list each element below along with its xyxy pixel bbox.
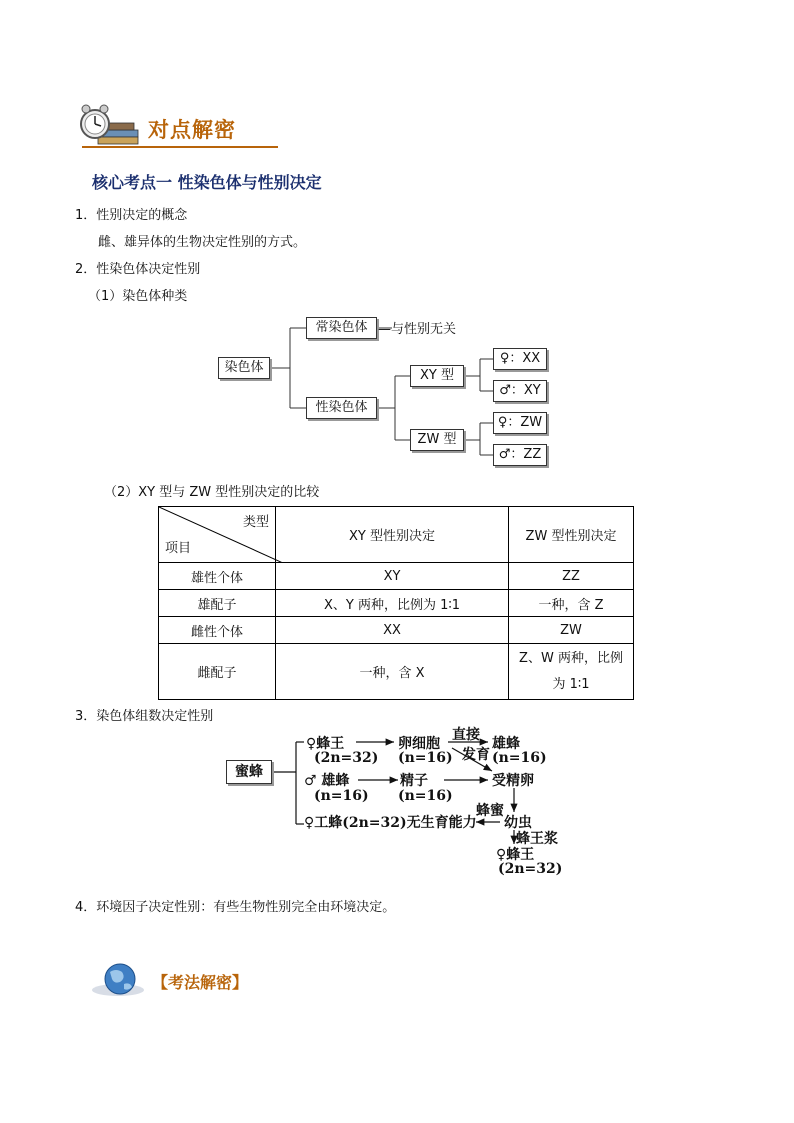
sec1-body: 雌、雄异体的生物决定性别的方式。	[98, 235, 307, 250]
table-corner-bottom: 项目	[165, 541, 192, 556]
table-corner-cell	[159, 507, 276, 563]
table-cell: 雌性个体	[159, 617, 276, 644]
chromo-xy-female: ♀：XX	[493, 348, 547, 370]
core-title: 核心考点一 性染色体与性别决定	[92, 173, 322, 192]
clock-books-icon	[78, 100, 142, 150]
table-header-zw: ZW 型性别决定	[509, 507, 634, 563]
bee-egg: 卵细胞	[398, 736, 440, 752]
header-banner	[78, 100, 278, 152]
bee-queen: ♀蜂王	[306, 736, 345, 752]
chromo-xy-male: ♂：XY	[493, 380, 547, 402]
bee-drone-out-n: (n=16)	[492, 750, 547, 766]
bee-jelly: 蜂王浆	[516, 831, 558, 847]
chromo-zw-female: ♀：ZW	[493, 412, 547, 434]
chromosome-diagram	[210, 310, 570, 470]
table-row	[159, 590, 634, 617]
table-cell: 一种，含 X	[276, 644, 509, 700]
bee-worker: ♀工蜂(2n=32)无生育能力	[304, 815, 477, 831]
sec4-heading: 4．环境因子决定性别：有些生物性别完全由环境决定。	[75, 900, 396, 915]
chromo-sexchrom: 性染色体	[306, 397, 377, 419]
sec2-sub1: （1）染色体种类	[88, 289, 188, 304]
chromo-zw-male: ♂：ZZ	[493, 444, 547, 466]
bee-larva: 幼虫	[504, 815, 532, 831]
table-cell: XX	[276, 617, 509, 644]
bee-zygote: 受精卵	[492, 773, 534, 789]
header-underline	[82, 146, 278, 148]
table-row	[159, 617, 634, 644]
table-header-xy: XY 型性别决定	[276, 507, 509, 563]
table-cell: ZW	[509, 617, 634, 644]
comparison-table	[158, 506, 634, 700]
bee-develop: 发育	[462, 747, 490, 763]
table-cell: 雄配子	[159, 590, 276, 617]
table-cell: XY	[276, 563, 509, 590]
bee-queen-out-n: (2n=32)	[498, 861, 563, 877]
kaofa-title: 【考法解密】	[152, 973, 249, 992]
bee-sperm: 精子	[400, 773, 428, 789]
bee-queen-n: (2n=32)	[314, 750, 379, 766]
chromo-zw: ZW 型	[410, 429, 464, 451]
bee-drone-out: 雄蜂	[492, 736, 520, 752]
chromo-root: 染色体	[218, 357, 270, 379]
globe-icon	[92, 962, 152, 1000]
table-cell	[509, 644, 634, 700]
bee-drone-n: (n=16)	[314, 788, 369, 804]
table-corner-top: 类型	[242, 515, 269, 530]
sec2-sub2: （2）XY 型与 ZW 型性别决定的比较	[104, 485, 320, 500]
table-cell: 雄性个体	[159, 563, 276, 590]
bee-sperm-n: (n=16)	[398, 788, 453, 804]
table-cell: 雌配子	[159, 644, 276, 700]
bee-direct: 直接	[452, 727, 480, 743]
sec1-heading: 1．性别决定的概念	[75, 208, 188, 223]
table-row	[159, 644, 634, 700]
table-cell-line: Z、W 两种，比例	[519, 650, 623, 666]
sec3-heading: 3．染色体组数决定性别	[75, 709, 214, 724]
table-cell: ZZ	[509, 563, 634, 590]
chromo-xy: XY 型	[410, 365, 464, 387]
bee-honey: 蜂蜜	[476, 803, 504, 819]
table-row	[159, 563, 634, 590]
table-cell: X、Y 两种，比例为 1∶1	[276, 590, 509, 617]
sec2-heading: 2．性染色体决定性别	[75, 262, 201, 277]
bee-queen-out: ♀蜂王	[496, 847, 535, 863]
table-cell: 一种，含 Z	[509, 590, 634, 617]
kaofa-banner	[92, 962, 292, 1002]
bee-drone: ♂ 雄蜂	[304, 773, 350, 789]
chromo-autosome-note: —与性别无关	[378, 322, 457, 337]
table-cell-line: 为 1∶1	[552, 676, 590, 692]
bee-diagram	[226, 726, 576, 881]
chromo-autosome: 常染色体	[306, 317, 377, 339]
bee-egg-n: (n=16)	[398, 750, 453, 766]
header-title: 对点解密	[148, 117, 236, 142]
bee-root: 蜜蜂	[226, 760, 272, 784]
